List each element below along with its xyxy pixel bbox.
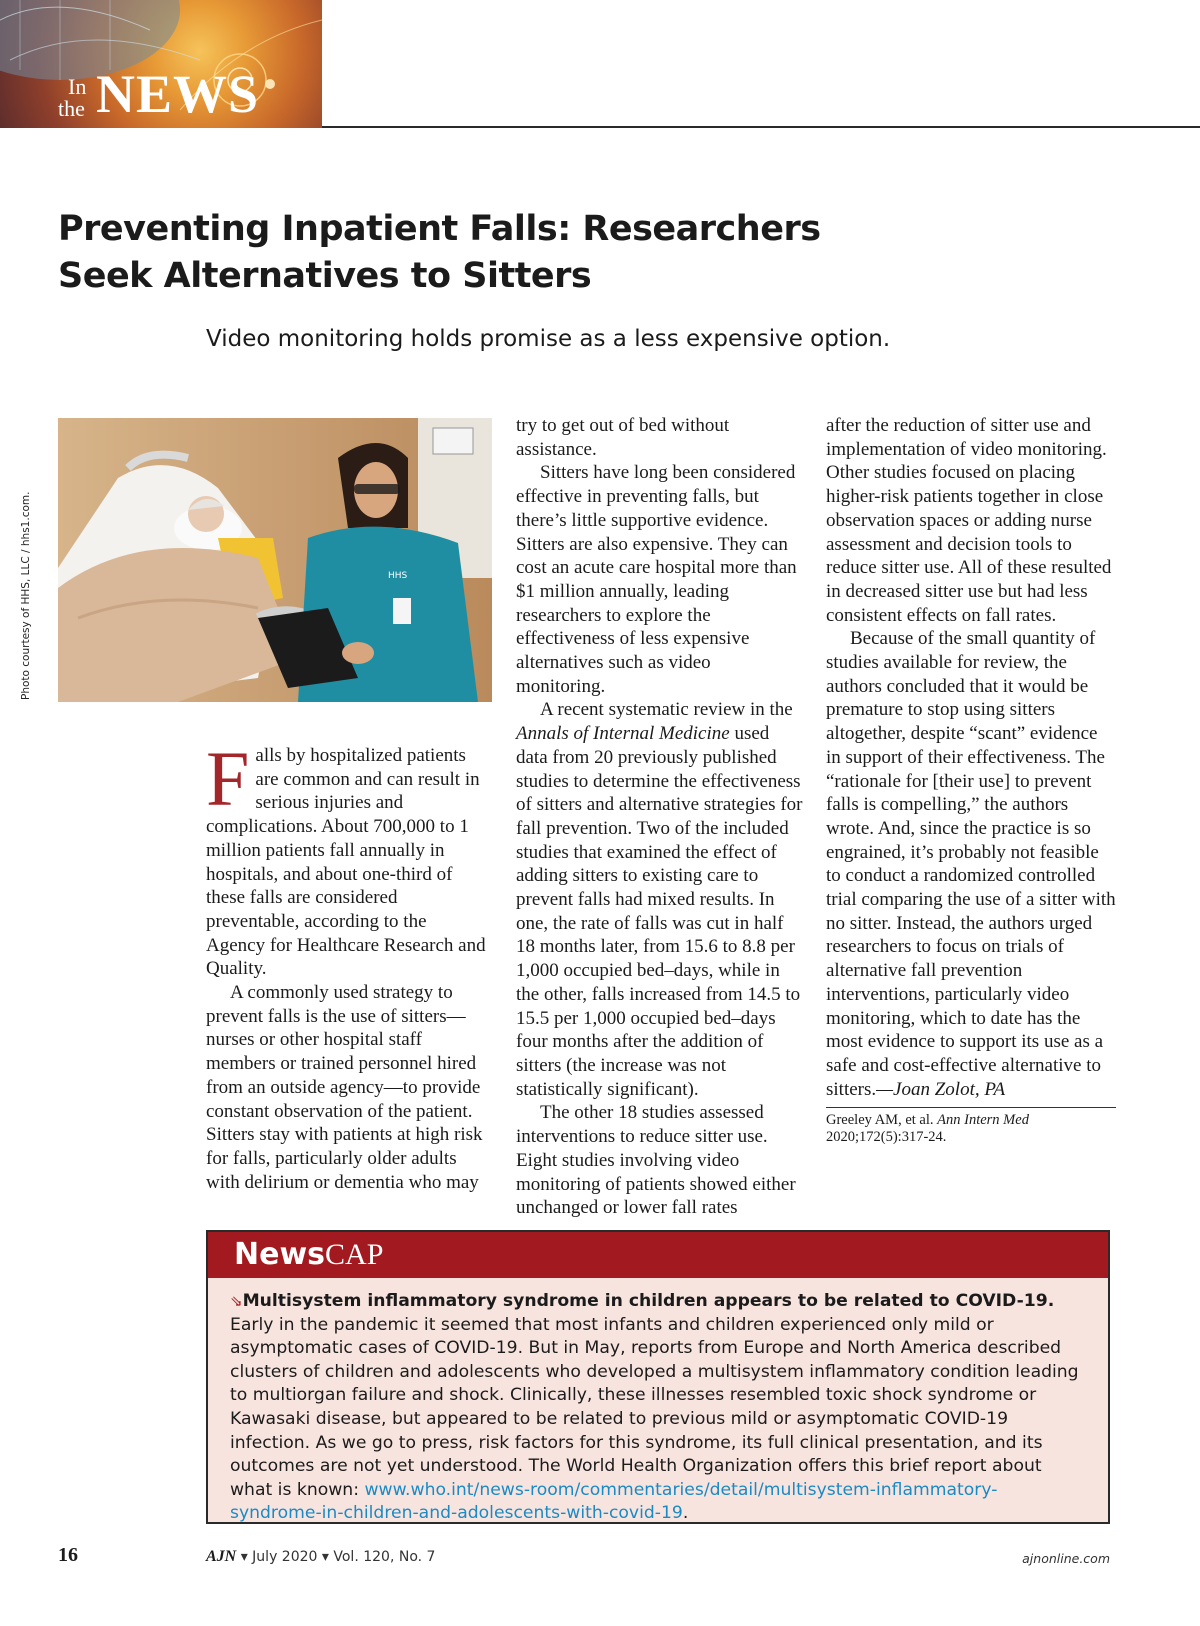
newscap-body [208, 1278, 1108, 1526]
footer-journal-info [206, 1548, 435, 1566]
paragraph: A commonly used strategy to prevent falls is the use of sitters—nurses or other hospital staff members or trained personnel hired from an outside agency—to provide constant observation of the patient. Sitters stay with patients at high risk for falls, particularly older adults with delirium or dementia who may [206, 982, 483, 1193]
article-column-1 [206, 735, 486, 1194]
drop-cap: F [206, 735, 250, 822]
header-rule [322, 126, 1200, 128]
who-link[interactable]: www.who.int/news-room/commentaries/detail/multisystem-inflammatory-syndrome-in-children-and-adolescents-with-covid-19 [230, 1479, 998, 1524]
issue-volume: Vol. 120, No. 7 [333, 1549, 436, 1565]
article-subhead: Video monitoring holds promise as a less expensive option. [206, 326, 891, 352]
newscap-title-cap: CAP [325, 1238, 384, 1271]
paragraph: Sitters have long been considered effective in preventing falls, but there’s little supportive evidence. Sitters are also expensive. They can cost an acute care hospital more than $1 million annually, leading researchers to explore the effectiveness of less expensive alternatives such as video monitoring. [516, 462, 797, 697]
paragraph-text: Because of the small quantity of studies available for review, the authors concluded that it would be premature to stop using sitters altogether, despite “scant” evidence in support of their effectiveness. The “rationale for [their use] to prevent falls is compelling,” the authors wrote. And, since the practice is so engrained, it’s probably not feasible to conduct a randomized controlled trial comparing the use of a sitter with no sitter. Instead, the authors urged researchers to focus on trials of alternative fall prevention interventions, particularly video monitoring, which to date has the most evidence to support its use as a safe and cost-effective alternative to sitters. [826, 628, 1116, 1100]
journal-title: Annals of Internal Medicine [516, 723, 730, 745]
photo-credit: Photo courtesy of HHS, LLC / hhs1.com. [20, 491, 32, 700]
issue-date: July 2020 [252, 1549, 318, 1565]
separator-icon: ▾ [240, 1549, 248, 1565]
paragraph [826, 627, 1116, 1101]
reference-text: Greeley AM, et al. [826, 1112, 938, 1129]
article-headline: Preventing Inpatient Falls: Researchers Seek Alternatives to Sitters [58, 209, 821, 296]
paragraph: try to get out of bed without assistance. [516, 415, 730, 460]
reference-journal: Ann Intern Med [937, 1112, 1029, 1129]
newscap-end: . [682, 1503, 689, 1524]
separator-icon: ▾ [321, 1549, 329, 1565]
reference-text: 2020;172(5):317-24. [826, 1129, 947, 1146]
newscap-text: Early in the pandemic it seemed that most infants and children experienced only mild or asymptomatic cases of COVID-19. But in May, reports from Europe and North America described clusters of children and adolescents who developed a multisystem inflammatory condition leading to multiorgan failure and shock. Clinically, these illnesses resembled toxic shock syndrome or Kawasaki disease, but appeared to be related to previous mild or asymptomatic COVID-19 infection. As we go to press, risk factors for this syndrome, its full clinical presentation, and its outcomes are not yet understood. The World Health Organization offers this brief report about what is known: [230, 1314, 1079, 1500]
badge-text: HHS [388, 571, 408, 581]
in-the-news-banner [0, 0, 322, 128]
banner-news: NEWS [96, 64, 260, 124]
newscap-box [206, 1230, 1110, 1524]
paragraph-text: alls by hospitalized patients are common and can result in serious injuries and complications. About 700,000 to 1 million patients fall annually in hospitals, and about one-third of these falls are considered preventable, according to the Agency for Healthcare Research and Quality. [206, 745, 486, 980]
paragraph: after the reduction of sitter use and implementation of video monitoring. Other studies focused on placing higher-risk patients together in close observation spaces or adding nurse assessment and decision tools to reduce sitter use. All of these resulted in decreased sitter use but had less consistent effects on fall rates. [826, 415, 1112, 626]
article-column-3 [826, 414, 1116, 1146]
page-number: 16 [58, 1544, 78, 1566]
newscap-title-bar [208, 1232, 1108, 1278]
article-photo [58, 418, 492, 702]
banner-in-the [58, 76, 86, 120]
banner-the: the [58, 96, 85, 121]
article-column-2 [516, 414, 804, 1220]
site-url[interactable]: ajnonline.com [1022, 1551, 1110, 1566]
banner-in: In [68, 74, 87, 99]
paragraph-text: A recent systematic review in the [540, 699, 793, 721]
byline: —Joan Zolot, PA [876, 1078, 1006, 1100]
paragraph: The other 18 studies assessed interventions to reduce sitter use. Eight studies involving video monitoring of patients showed either unchanged or lower fall rates [516, 1102, 796, 1219]
paragraph [206, 735, 486, 981]
arrow-icon: ⇘ [230, 1292, 243, 1310]
paragraph-text: used data from 20 previously published studies to determine the effectiveness of sitters and alternative strategies for fall prevention. Two of the included studies that examined the effect of adding sitters to existing care to prevent falls had mixed results. In one, the rate of falls was cut in half 18 months later, from 15.6 to 8.8 per 1,000 occupied bed–days, while in the other, falls increased from 14.5 to 15.5 per 1,000 occupied bed–days four months after the addition of sitters (the increase was not statistically significant). [516, 723, 803, 1100]
reference [826, 1107, 1116, 1146]
newscap-lead: Multisystem inflammatory syndrome in children appears to be related to COVID-19. [242, 1291, 1055, 1311]
newscap-title-news: News [234, 1237, 326, 1272]
paragraph [516, 698, 804, 1101]
journal-name: AJN [206, 1548, 237, 1565]
